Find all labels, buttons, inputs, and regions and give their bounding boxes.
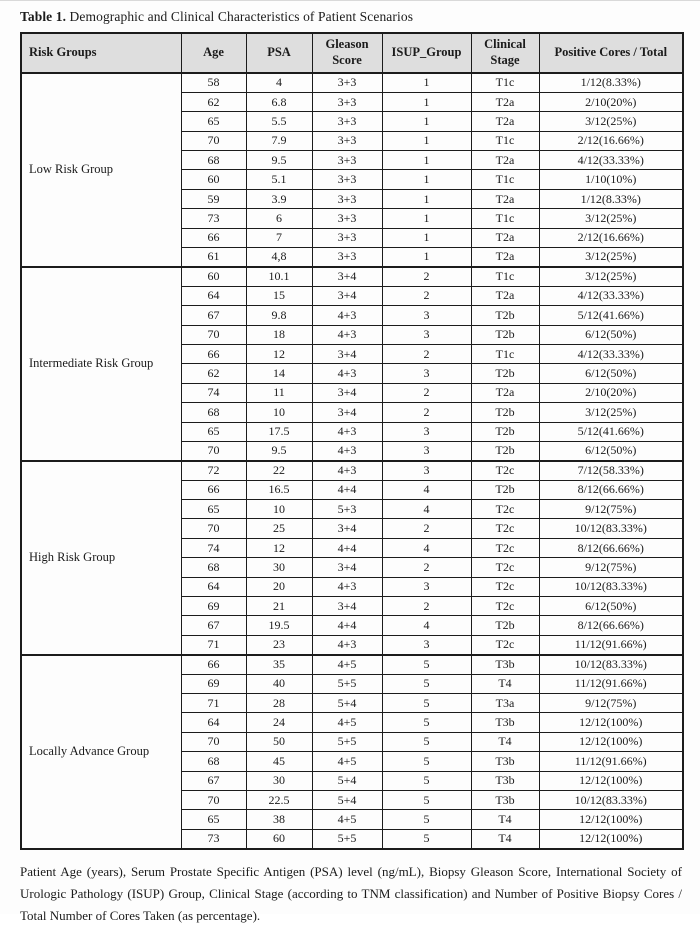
cell-clinical-stage: T2a	[471, 248, 539, 267]
cell-gleason-score: 3+3	[312, 73, 382, 92]
cell-age: 60	[181, 170, 246, 189]
cell-age: 59	[181, 189, 246, 208]
cell-age: 67	[181, 306, 246, 325]
cell-isup-group: 5	[382, 694, 471, 713]
cell-isup-group: 1	[382, 170, 471, 189]
cell-clinical-stage: T2b	[471, 306, 539, 325]
cell-age: 73	[181, 209, 246, 228]
cell-isup-group: 1	[382, 131, 471, 150]
cell-psa: 24	[246, 713, 312, 732]
cell-gleason-score: 3+4	[312, 383, 382, 402]
cell-clinical-stage: T4	[471, 810, 539, 829]
header-row	[21, 33, 683, 73]
cell-clinical-stage: T2b	[471, 403, 539, 422]
cell-clinical-stage: T2c	[471, 577, 539, 596]
risk-group-label: Low Risk Group	[21, 73, 181, 267]
cell-clinical-stage: T3b	[471, 655, 539, 674]
cell-psa: 25	[246, 519, 312, 538]
cell-clinical-stage: T3b	[471, 790, 539, 809]
cell-positive-cores: 5/12(41.66%)	[539, 306, 683, 325]
cell-gleason-score: 3+4	[312, 286, 382, 305]
cell-isup-group: 3	[382, 422, 471, 441]
cell-clinical-stage: T2a	[471, 112, 539, 131]
cell-positive-cores: 2/10(20%)	[539, 92, 683, 111]
cell-positive-cores: 8/12(66.66%)	[539, 480, 683, 499]
cell-psa: 22.5	[246, 790, 312, 809]
cell-isup-group: 3	[382, 441, 471, 460]
cell-psa: 22	[246, 461, 312, 480]
cell-isup-group: 2	[382, 558, 471, 577]
cell-age: 68	[181, 151, 246, 170]
cell-isup-group: 5	[382, 829, 471, 848]
cell-isup-group: 3	[382, 325, 471, 344]
cell-age: 69	[181, 597, 246, 616]
cell-age: 68	[181, 403, 246, 422]
cell-isup-group: 5	[382, 790, 471, 809]
risk-group-label: Locally Advance Group	[21, 655, 181, 849]
cell-gleason-score: 3+3	[312, 151, 382, 170]
cell-psa: 45	[246, 752, 312, 771]
cell-gleason-score: 3+4	[312, 597, 382, 616]
patient-table	[20, 32, 684, 850]
table-row	[21, 655, 683, 674]
column-header-clinical-stage: Clinical Stage	[471, 33, 539, 73]
cell-positive-cores: 4/12(33.33%)	[539, 286, 683, 305]
cell-age: 68	[181, 558, 246, 577]
cell-positive-cores: 9/12(75%)	[539, 558, 683, 577]
cell-isup-group: 2	[382, 286, 471, 305]
cell-age: 62	[181, 92, 246, 111]
cell-psa: 10	[246, 403, 312, 422]
cell-gleason-score: 4+4	[312, 538, 382, 557]
cell-isup-group: 5	[382, 732, 471, 751]
cell-gleason-score: 4+5	[312, 752, 382, 771]
table-title-label: Table 1.	[20, 9, 67, 24]
cell-gleason-score: 5+4	[312, 790, 382, 809]
cell-psa: 30	[246, 771, 312, 790]
cell-gleason-score: 5+4	[312, 771, 382, 790]
cell-isup-group: 2	[382, 597, 471, 616]
cell-clinical-stage: T2a	[471, 228, 539, 247]
cell-clinical-stage: T3a	[471, 694, 539, 713]
table-header	[21, 33, 683, 73]
cell-gleason-score: 4+5	[312, 810, 382, 829]
cell-clinical-stage: T1c	[471, 209, 539, 228]
cell-positive-cores: 3/12(25%)	[539, 267, 683, 286]
cell-clinical-stage: T2c	[471, 558, 539, 577]
cell-clinical-stage: T2c	[471, 635, 539, 654]
cell-age: 70	[181, 131, 246, 150]
cell-age: 65	[181, 422, 246, 441]
cell-psa: 6.8	[246, 92, 312, 111]
cell-psa: 38	[246, 810, 312, 829]
table-row	[21, 267, 683, 286]
cell-psa: 3.9	[246, 189, 312, 208]
cell-clinical-stage: T2c	[471, 500, 539, 519]
cell-clinical-stage: T2b	[471, 364, 539, 383]
cell-age: 65	[181, 112, 246, 131]
cell-gleason-score: 3+3	[312, 170, 382, 189]
table-row	[21, 461, 683, 480]
cell-age: 65	[181, 500, 246, 519]
cell-clinical-stage: T2b	[471, 441, 539, 460]
cell-positive-cores: 7/12(58.33%)	[539, 461, 683, 480]
cell-positive-cores: 10/12(83.33%)	[539, 655, 683, 674]
cell-psa: 5.5	[246, 112, 312, 131]
cell-positive-cores: 6/12(50%)	[539, 441, 683, 460]
cell-isup-group: 1	[382, 92, 471, 111]
cell-age: 70	[181, 325, 246, 344]
column-header-isup-group: ISUP_Group	[382, 33, 471, 73]
cell-clinical-stage: T2b	[471, 480, 539, 499]
cell-gleason-score: 5+5	[312, 674, 382, 693]
cell-age: 73	[181, 829, 246, 848]
cell-isup-group: 1	[382, 189, 471, 208]
cell-psa: 50	[246, 732, 312, 751]
cell-age: 64	[181, 577, 246, 596]
cell-psa: 9.5	[246, 441, 312, 460]
cell-psa: 6	[246, 209, 312, 228]
cell-gleason-score: 3+3	[312, 92, 382, 111]
cell-age: 67	[181, 616, 246, 635]
cell-clinical-stage: T1c	[471, 267, 539, 286]
cell-age: 71	[181, 694, 246, 713]
cell-positive-cores: 6/12(50%)	[539, 364, 683, 383]
cell-positive-cores: 5/12(41.66%)	[539, 422, 683, 441]
cell-psa: 7.9	[246, 131, 312, 150]
cell-psa: 16.5	[246, 480, 312, 499]
cell-isup-group: 2	[382, 383, 471, 402]
column-header-psa: PSA	[246, 33, 312, 73]
cell-gleason-score: 5+3	[312, 500, 382, 519]
cell-clinical-stage: T3b	[471, 713, 539, 732]
cell-gleason-score: 3+4	[312, 344, 382, 363]
cell-psa: 4	[246, 73, 312, 92]
risk-group-label: High Risk Group	[21, 461, 181, 655]
cell-age: 74	[181, 383, 246, 402]
cell-clinical-stage: T4	[471, 732, 539, 751]
cell-positive-cores: 9/12(75%)	[539, 694, 683, 713]
cell-clinical-stage: T2a	[471, 92, 539, 111]
cell-positive-cores: 2/12(16.66%)	[539, 131, 683, 150]
cell-positive-cores: 6/12(50%)	[539, 597, 683, 616]
cell-isup-group: 3	[382, 635, 471, 654]
cell-gleason-score: 3+3	[312, 131, 382, 150]
cell-clinical-stage: T2c	[471, 597, 539, 616]
cell-gleason-score: 5+4	[312, 694, 382, 713]
cell-age: 71	[181, 635, 246, 654]
cell-age: 67	[181, 771, 246, 790]
cell-positive-cores: 3/12(25%)	[539, 209, 683, 228]
cell-age: 64	[181, 286, 246, 305]
cell-age: 66	[181, 480, 246, 499]
cell-psa: 28	[246, 694, 312, 713]
cell-psa: 60	[246, 829, 312, 848]
cell-positive-cores: 12/12(100%)	[539, 810, 683, 829]
cell-age: 70	[181, 519, 246, 538]
cell-gleason-score: 4+3	[312, 306, 382, 325]
cell-age: 68	[181, 752, 246, 771]
cell-clinical-stage: T2a	[471, 189, 539, 208]
cell-gleason-score: 3+3	[312, 189, 382, 208]
cell-psa: 23	[246, 635, 312, 654]
cell-psa: 14	[246, 364, 312, 383]
cell-clinical-stage: T2c	[471, 538, 539, 557]
cell-isup-group: 5	[382, 674, 471, 693]
cell-gleason-score: 4+3	[312, 635, 382, 654]
cell-age: 65	[181, 810, 246, 829]
cell-psa: 20	[246, 577, 312, 596]
cell-age: 64	[181, 713, 246, 732]
cell-clinical-stage: T3b	[471, 771, 539, 790]
cell-isup-group: 5	[382, 810, 471, 829]
cell-isup-group: 1	[382, 228, 471, 247]
cell-clinical-stage: T2c	[471, 461, 539, 480]
cell-age: 70	[181, 790, 246, 809]
cell-clinical-stage: T2a	[471, 383, 539, 402]
column-header-gleason-score: Gleason Score	[312, 33, 382, 73]
cell-age: 70	[181, 441, 246, 460]
table-title-text: Demographic and Clinical Characteristics of Patient Scenarios	[66, 9, 414, 24]
cell-gleason-score: 4+4	[312, 480, 382, 499]
cell-clinical-stage: T1c	[471, 73, 539, 92]
cell-gleason-score: 4+3	[312, 577, 382, 596]
cell-positive-cores: 3/12(25%)	[539, 112, 683, 131]
cell-clinical-stage: T2b	[471, 616, 539, 635]
cell-isup-group: 2	[382, 519, 471, 538]
cell-psa: 30	[246, 558, 312, 577]
cell-positive-cores: 1/12(8.33%)	[539, 73, 683, 92]
cell-positive-cores: 12/12(100%)	[539, 732, 683, 751]
table-footnote: Patient Age (years), Serum Prostate Specific Antigen (PSA) level (ng/mL), Biopsy Gleason Score, International Society of Urologic Pathology (ISUP) Group, Clinical Stage (according to TNM classification) and Number of Positive Biopsy Cores / Total Number of Cores Taken (as percentage).	[20, 863, 682, 923]
cell-age: 61	[181, 248, 246, 267]
cell-positive-cores: 1/10(10%)	[539, 170, 683, 189]
cell-positive-cores: 12/12(100%)	[539, 829, 683, 848]
cell-psa: 10	[246, 500, 312, 519]
cell-psa: 11	[246, 383, 312, 402]
cell-gleason-score: 4+3	[312, 461, 382, 480]
cell-gleason-score: 4+5	[312, 655, 382, 674]
cell-isup-group: 4	[382, 538, 471, 557]
cell-clinical-stage: T2c	[471, 519, 539, 538]
cell-clinical-stage: T2b	[471, 422, 539, 441]
cell-isup-group: 4	[382, 616, 471, 635]
cell-clinical-stage: T4	[471, 829, 539, 848]
cell-positive-cores: 6/12(50%)	[539, 325, 683, 344]
risk-group-label: Intermediate Risk Group	[21, 267, 181, 461]
cell-psa: 5.1	[246, 170, 312, 189]
cell-psa: 9.8	[246, 306, 312, 325]
cell-age: 74	[181, 538, 246, 557]
cell-clinical-stage: T2a	[471, 151, 539, 170]
cell-psa: 12	[246, 344, 312, 363]
cell-positive-cores: 10/12(83.33%)	[539, 790, 683, 809]
column-header-risk-groups: Risk Groups	[21, 33, 181, 73]
cell-age: 62	[181, 364, 246, 383]
cell-isup-group: 2	[382, 403, 471, 422]
cell-clinical-stage: T1c	[471, 131, 539, 150]
cell-age: 60	[181, 267, 246, 286]
cell-age: 69	[181, 674, 246, 693]
cell-gleason-score: 3+4	[312, 558, 382, 577]
cell-psa: 7	[246, 228, 312, 247]
cell-gleason-score: 4+3	[312, 441, 382, 460]
cell-positive-cores: 4/12(33.33%)	[539, 151, 683, 170]
cell-psa: 18	[246, 325, 312, 344]
cell-gleason-score: 5+5	[312, 829, 382, 848]
cell-positive-cores: 11/12(91.66%)	[539, 674, 683, 693]
cell-gleason-score: 4+3	[312, 325, 382, 344]
cell-psa: 10.1	[246, 267, 312, 286]
cell-psa: 4,8	[246, 248, 312, 267]
cell-isup-group: 1	[382, 112, 471, 131]
cell-positive-cores: 3/12(25%)	[539, 248, 683, 267]
cell-isup-group: 3	[382, 364, 471, 383]
cell-positive-cores: 10/12(83.33%)	[539, 577, 683, 596]
cell-positive-cores: 8/12(66.66%)	[539, 538, 683, 557]
cell-gleason-score: 3+3	[312, 112, 382, 131]
cell-positive-cores: 2/12(16.66%)	[539, 228, 683, 247]
cell-isup-group: 1	[382, 209, 471, 228]
cell-gleason-score: 3+3	[312, 248, 382, 267]
cell-clinical-stage: T1c	[471, 344, 539, 363]
cell-isup-group: 5	[382, 752, 471, 771]
cell-isup-group: 3	[382, 461, 471, 480]
cell-clinical-stage: T2a	[471, 286, 539, 305]
cell-positive-cores: 9/12(75%)	[539, 500, 683, 519]
cell-isup-group: 3	[382, 306, 471, 325]
cell-positive-cores: 8/12(66.66%)	[539, 616, 683, 635]
cell-isup-group: 5	[382, 655, 471, 674]
cell-isup-group: 3	[382, 577, 471, 596]
cell-clinical-stage: T3b	[471, 752, 539, 771]
cell-positive-cores: 12/12(100%)	[539, 771, 683, 790]
cell-isup-group: 4	[382, 480, 471, 499]
cell-positive-cores: 1/12(8.33%)	[539, 189, 683, 208]
cell-positive-cores: 4/12(33.33%)	[539, 344, 683, 363]
cell-psa: 15	[246, 286, 312, 305]
cell-gleason-score: 4+4	[312, 616, 382, 635]
table-row	[21, 73, 683, 92]
cell-positive-cores: 12/12(100%)	[539, 713, 683, 732]
cell-gleason-score: 3+3	[312, 209, 382, 228]
cell-age: 72	[181, 461, 246, 480]
table-title	[20, 9, 682, 25]
cell-psa: 12	[246, 538, 312, 557]
cell-psa: 17.5	[246, 422, 312, 441]
cell-gleason-score: 3+3	[312, 228, 382, 247]
cell-positive-cores: 11/12(91.66%)	[539, 752, 683, 771]
column-header-age: Age	[181, 33, 246, 73]
cell-positive-cores: 11/12(91.66%)	[539, 635, 683, 654]
cell-psa: 21	[246, 597, 312, 616]
table-body	[21, 73, 683, 849]
cell-gleason-score: 4+5	[312, 713, 382, 732]
cell-gleason-score: 4+3	[312, 422, 382, 441]
cell-gleason-score: 4+3	[312, 364, 382, 383]
cell-age: 70	[181, 732, 246, 751]
cell-gleason-score: 3+4	[312, 519, 382, 538]
cell-isup-group: 1	[382, 73, 471, 92]
cell-clinical-stage: T2b	[471, 325, 539, 344]
cell-psa: 19.5	[246, 616, 312, 635]
cell-isup-group: 5	[382, 713, 471, 732]
cell-isup-group: 1	[382, 248, 471, 267]
cell-psa: 40	[246, 674, 312, 693]
cell-gleason-score: 3+4	[312, 267, 382, 286]
cell-isup-group: 2	[382, 267, 471, 286]
cell-age: 66	[181, 228, 246, 247]
cell-positive-cores: 2/10(20%)	[539, 383, 683, 402]
cell-gleason-score: 3+4	[312, 403, 382, 422]
cell-age: 66	[181, 344, 246, 363]
cell-isup-group: 1	[382, 151, 471, 170]
cell-age: 58	[181, 73, 246, 92]
cell-clinical-stage: T4	[471, 674, 539, 693]
cell-isup-group: 2	[382, 344, 471, 363]
cell-psa: 35	[246, 655, 312, 674]
cell-age: 66	[181, 655, 246, 674]
cell-isup-group: 4	[382, 500, 471, 519]
cell-positive-cores: 10/12(83.33%)	[539, 519, 683, 538]
cell-psa: 9.5	[246, 151, 312, 170]
cell-gleason-score: 5+5	[312, 732, 382, 751]
column-header-positive-cores: Positive Cores / Total	[539, 33, 683, 73]
cell-positive-cores: 3/12(25%)	[539, 403, 683, 422]
cell-isup-group: 5	[382, 771, 471, 790]
cell-clinical-stage: T1c	[471, 170, 539, 189]
